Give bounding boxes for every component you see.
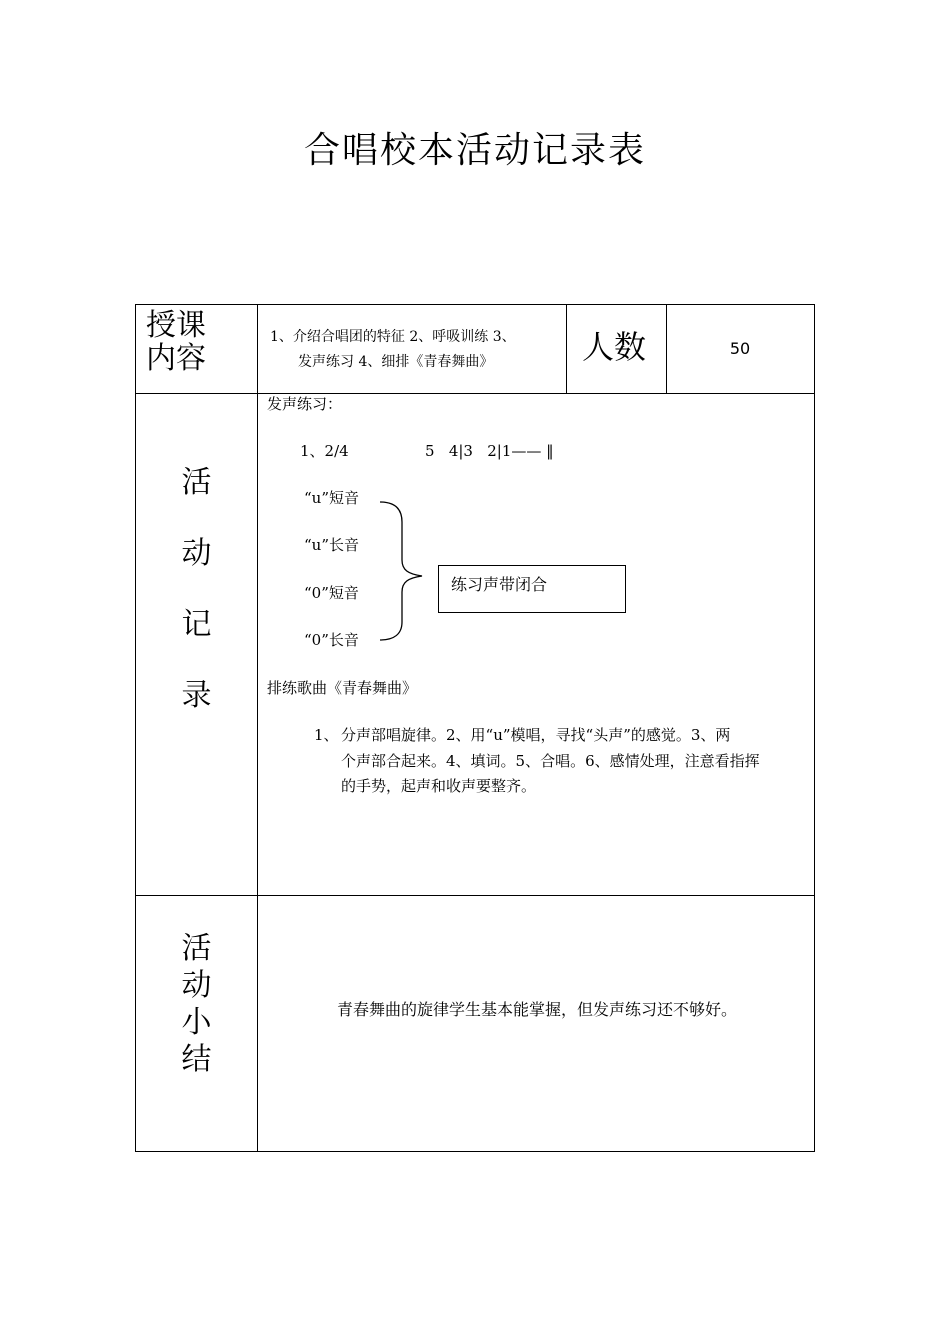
activity-record-label-char: 活 bbox=[181, 465, 212, 500]
content-text-line1: 1、介绍合唱团的特征 2、呼吸训练 3、 bbox=[270, 329, 516, 345]
row-divider-2 bbox=[136, 895, 814, 896]
content-label bbox=[146, 309, 206, 375]
row-divider-1 bbox=[136, 393, 814, 394]
vocal-exercise-heading: 发声练习： bbox=[267, 395, 343, 413]
activity-summary-label-char: 小 bbox=[181, 1005, 212, 1040]
vocal-cord-closure-note: 练习声带闭合 bbox=[438, 565, 626, 613]
content-label-line1: 授课 bbox=[146, 308, 206, 343]
activity-record-label-char: 动 bbox=[181, 536, 212, 571]
steps-text-line1: 分声部唱旋律。2、用“u”模唱，寻找“头声”的感觉。3、两 bbox=[341, 726, 731, 744]
exercise-notation: 1、2/4 5 4|3 2|1—— ‖ bbox=[300, 442, 554, 460]
content-text-line2: 发声练习 4、细排《青春舞曲》 bbox=[298, 354, 494, 370]
steps-text-line3: 的手势，起声和收声要整齐。 bbox=[341, 777, 537, 795]
record-form bbox=[135, 304, 815, 1152]
label-column-divider bbox=[257, 305, 258, 1151]
steps-number: 1、 bbox=[314, 726, 339, 744]
activity-record-label bbox=[136, 447, 257, 731]
vowel-item: “0”短音 bbox=[304, 584, 359, 602]
vowel-item: “u”长音 bbox=[304, 536, 359, 554]
activity-summary-label-char: 动 bbox=[181, 968, 212, 1003]
content-label-line2: 内容 bbox=[146, 341, 206, 376]
vowel-item: “0”长音 bbox=[304, 631, 359, 649]
count-value: 50 bbox=[729, 339, 751, 358]
activity-record-label-char: 录 bbox=[181, 678, 212, 713]
activity-summary-label-char: 活 bbox=[181, 931, 212, 966]
song-rehearsal-heading: 排练歌曲《青春舞曲》 bbox=[267, 679, 418, 697]
vowel-item: “u”短音 bbox=[304, 489, 359, 507]
steps-text-line2: 个声部合起来。4、填词。5、合唱。6、感情处理，注意看指挥 bbox=[341, 752, 760, 770]
count-label-divider-left bbox=[566, 305, 567, 393]
activity-summary-label bbox=[136, 930, 257, 1078]
page-title: 合唱校本活动记录表 bbox=[303, 130, 646, 171]
count-label: 人数 bbox=[582, 328, 647, 366]
summary-text: 青春舞曲的旋律学生基本能掌握，但发声练习还不够好。 bbox=[336, 1000, 737, 1019]
activity-record-label-char: 记 bbox=[181, 607, 212, 642]
curly-brace bbox=[376, 500, 436, 642]
activity-summary-label-char: 结 bbox=[181, 1042, 212, 1077]
